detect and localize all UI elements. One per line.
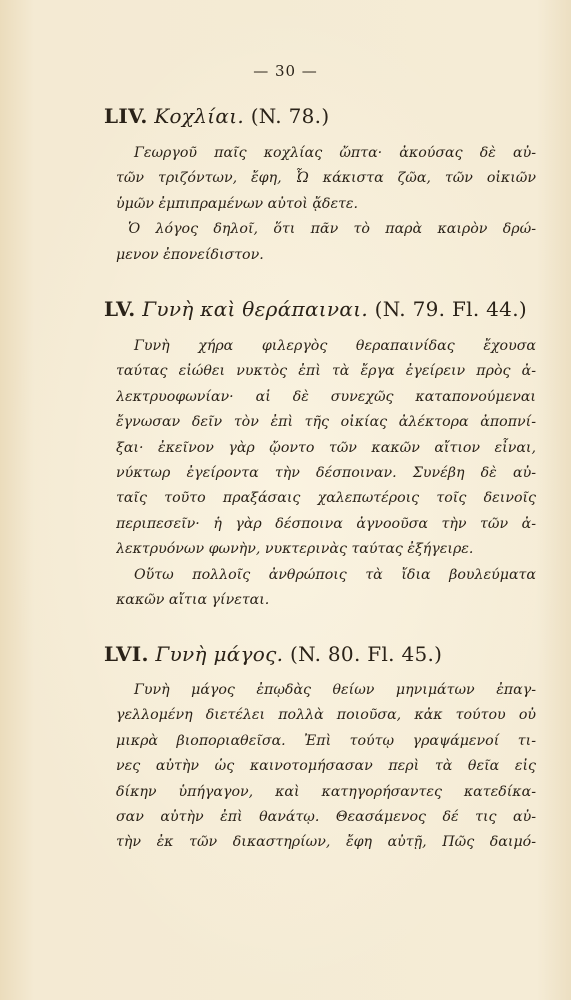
fable-reference: (N. 78.) <box>250 104 330 128</box>
text-line: τὴν ἐκ τῶν δικαστηρίων, ἔφη αὐτῇ, Πῶς δαιμό- <box>116 834 536 851</box>
text-line: ἔγνωσαν δεῖν τὸν ἐπὶ τῆς οἰκίας ἀλέκτορα ἀποπνί- <box>116 414 536 431</box>
fable-text <box>116 141 536 268</box>
fable-heading <box>104 642 442 666</box>
text-line: νύκτωρ ἐγείροντα τὴν δέσποιναν. Συνέβη δὲ αὐ- <box>116 464 536 481</box>
fable-reference: (N. 79. Fl. 44.) <box>374 297 527 321</box>
text-line: λεκτρυόνων φωνὴν, νυκτερινὰς ταύτας ἐξήγειρε. <box>116 541 474 558</box>
fable-number: LIV. <box>104 104 148 128</box>
text-line: ταῖς τοῦτο πραξάσαις χαλεπωτέροις τοῖς δεινοῖς <box>116 490 536 507</box>
fable-text <box>116 334 536 613</box>
text-line: ταύτας εἰώθει νυκτὸς ἐπὶ τὰ ἔργα ἐγείρειν πρὸς ἀ- <box>116 363 536 380</box>
text-line: λεκτρυοφωνίαν· αἱ δὲ συνεχῶς καταπονούμεναι <box>116 388 536 405</box>
text-line: μενον ἐπονείδιστον. <box>116 246 264 263</box>
text-line: Οὕτω πολλοῖς ἀνθρώποις τὰ ἴδια βουλεύματα <box>134 566 536 583</box>
text-line: ὑμῶν ἐμπιπραμένων αὐτοὶ ᾄδετε. <box>116 195 359 212</box>
fable-reference: (N. 80. Fl. 45.) <box>289 642 443 666</box>
page-number: — 30 — <box>253 62 318 80</box>
text-line: Γυνὴ μάγος ἐπῳδὰς θείων μηνιμάτων ἐπαγ- <box>134 682 536 698</box>
text-line: τῶν τριζόντων, ἔφη, Ὦ κάκιστα ζῶα, τῶν οἰκιῶν <box>116 170 536 187</box>
fable-heading <box>104 297 527 321</box>
text-line: γελλομένη διετέλει πολλὰ ποιοῦσα, κἀκ τούτου οὐ <box>116 707 536 724</box>
fable-number: LVI. <box>104 642 149 666</box>
text-line: περιπεσεῖν· ἡ γὰρ δέσποινα ἀγνοοῦσα τὴν τῶν ἀ- <box>116 515 536 532</box>
fable-heading <box>104 104 329 128</box>
text-line: νες αὐτὴν ὡς καινοτομήσασαν περὶ τὰ θεῖα εἰς <box>116 758 536 775</box>
fable-title: Κοχλίαι. <box>154 104 245 128</box>
fable-number: LV. <box>104 297 136 321</box>
text-line: Γυνὴ χήρα φιλεργὸς θεραπαινίδας ἔχουσα <box>134 338 536 354</box>
text-line: μικρὰ βιοποριαθεῖσα. Ἐπὶ τούτῳ γραψάμενοί τι- <box>116 732 536 749</box>
text-line: Ὁ λόγος δηλοῖ, ὅτι πᾶν τὸ παρὰ καιρὸν δρώ- <box>128 221 536 238</box>
fable-title: Γυνὴ μάγος. <box>155 642 284 666</box>
text-line: κακῶν αἴτια γίνεται. <box>116 591 270 608</box>
text-line: Γεωργοῦ παῖς κοχλίας ὤπτα· ἀκούσας δὲ αὐ- <box>134 145 536 161</box>
text-line: ξαι· ἐκεῖνον γὰρ ᾤοντο τῶν κακῶν αἴτιον εἶναι, <box>116 439 536 456</box>
text-line: σαν αὐτὴν ἐπὶ θανάτῳ. Θεασάμενος δέ τις αὐ- <box>116 808 536 825</box>
fable-title: Γυνὴ καὶ θεράπαιναι. <box>142 297 368 321</box>
text-line: δίκην ὑπήγαγον, καὶ κατηγορήσαντες κατεδίκα- <box>116 783 536 800</box>
fable-text <box>116 678 536 856</box>
